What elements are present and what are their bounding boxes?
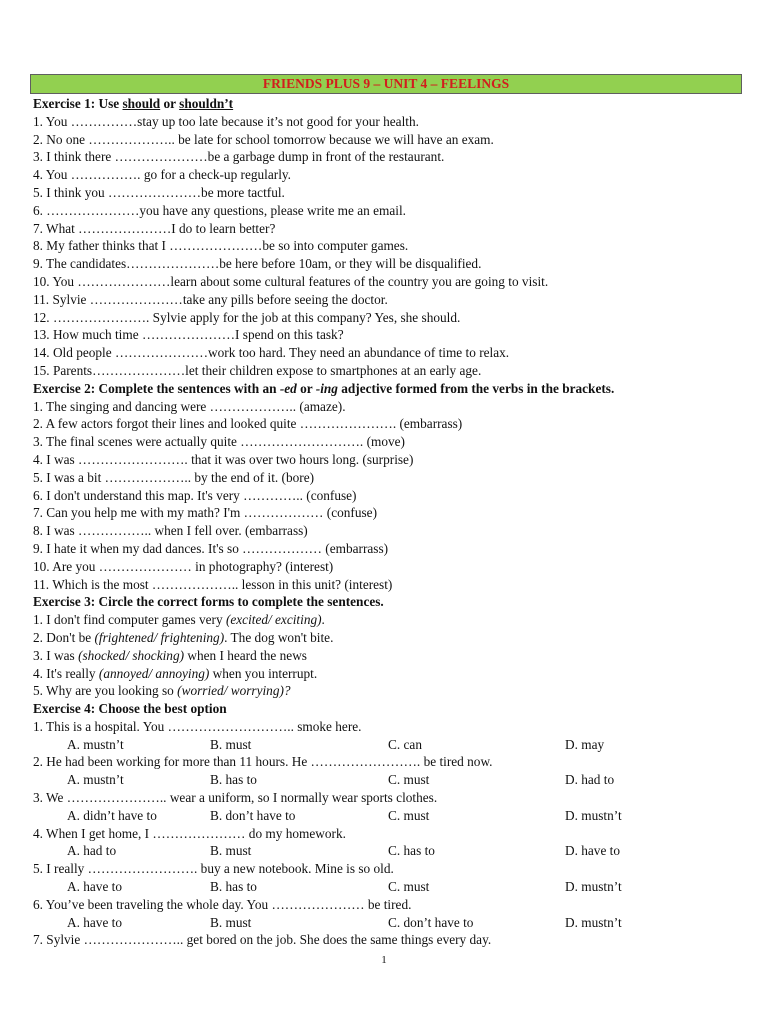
exercise-3-heading: Exercise 3: Circle the correct forms to complete the sentences.: [33, 594, 384, 610]
option-a: A. had to: [67, 843, 117, 859]
option-d: D. mustn’t: [565, 914, 622, 930]
exercise-3-item: [33, 647, 745, 665]
exercise-2-item: 7. Can you help me with my math? I'm ……………… (confuse): [33, 505, 377, 521]
exercise-3-item: [33, 629, 745, 647]
heading-keyword: -ing: [315, 380, 338, 396]
exercise-4-options: [33, 736, 745, 754]
exercise-1-item: 12. …………………. Sylvie apply for the job at this company? Yes, she should.: [33, 309, 461, 325]
exercise-1-item: 13. How much time …………………I spend on this task?: [33, 327, 344, 343]
exercise-4-heading: Exercise 4: Choose the best option: [33, 701, 227, 717]
option-c: C. must: [388, 772, 430, 788]
exercise-2-item: 9. I hate it when my dad dances. It's so ……………… (embarrass): [33, 540, 389, 556]
exercise-1-item: 14. Old people …………………work too hard. They need an abundance of time to relax.: [33, 345, 510, 361]
heading-text: Exercise 1: Use: [33, 96, 123, 111]
answer-choices: (shocked/ shocking): [78, 647, 185, 663]
heading-keyword: shouldn’t: [179, 96, 234, 111]
option-c: C. must: [388, 879, 430, 895]
sentence-text: 3. I was: [33, 647, 79, 663]
exercise-4-question: 3. We ………………….. wear a uniform, so I normally wear sports clothes.: [33, 790, 438, 806]
option-a: A. mustn’t: [67, 772, 124, 788]
exercise-2-item: 1. The singing and dancing were ……………….. (amaze).: [33, 398, 346, 414]
exercise-1-item: 2. No one ……………….. be late for school tomorrow because we will have an exam.: [33, 131, 494, 147]
exercise-2-heading: [33, 380, 745, 398]
exercise-4-question: 1. This is a hospital. You ……………………….. smoke here.: [33, 718, 362, 734]
sentence-text: .: [321, 612, 325, 628]
exercise-2-item: 5. I was a bit ……………….. by the end of it. (bore): [33, 469, 315, 485]
heading-text: Exercise 2: Complete the sentences with an: [33, 380, 280, 396]
exercise-1-item: 7. What …………………I do to learn better?: [33, 220, 276, 236]
exercise-2-item: 10. Are you ………………… in photography? (interest): [33, 558, 334, 574]
option-d: D. have to: [565, 843, 621, 859]
exercise-1-item: 1. You ……………stay up too late because it’s not good for your health.: [33, 113, 419, 129]
exercise-4-options: [33, 914, 745, 932]
option-c: C. must: [388, 807, 430, 823]
option-b: B. has to: [210, 879, 257, 895]
option-a: A. have to: [67, 914, 123, 930]
exercise-1-item: 9. The candidates…………………be here before 10am, or they will be disqualified.: [33, 256, 482, 272]
exercise-4-options: [33, 771, 745, 789]
sentence-text: 4. It's really: [33, 665, 99, 681]
unit-title-banner: FRIENDS PLUS 9 – UNIT 4 – FEELINGS: [30, 74, 742, 94]
exercise-1-item: 3. I think there …………………be a garbage dump in front of the restaurant.: [33, 149, 445, 165]
sentence-text: . The dog won't bite.: [224, 629, 334, 645]
exercise-3-item: [33, 682, 745, 700]
option-b: B. must: [210, 736, 252, 752]
option-a: A. mustn’t: [67, 736, 124, 752]
exercise-4-options: [33, 842, 745, 860]
option-a: A. didn’t have to: [67, 807, 157, 823]
exercise-1-item: 6. …………………you have any questions, please write me an email.: [33, 202, 406, 218]
option-d: D. mustn’t: [565, 807, 622, 823]
sentence-text: 2. Don't be: [33, 629, 95, 645]
exercise-1-item: 4. You ……………. go for a check-up regularly.: [33, 167, 292, 183]
exercise-2-item: 4. I was ……………………. that it was over two hours long. (surprise): [33, 451, 414, 467]
exercise-1-item: 15. Parents…………………let their children expose to smartphones at an early age.: [33, 362, 482, 378]
exercise-4-question: 5. I really ……………………. buy a new notebook. Mine is so old.: [33, 861, 394, 877]
answer-choices: (frightened/ frightening): [94, 629, 225, 645]
option-d: D. had to: [565, 772, 615, 788]
option-b: B. must: [210, 914, 252, 930]
sentence-text: 1. I don't find computer games very: [33, 612, 226, 628]
option-c: C. has to: [388, 843, 435, 859]
sentence-text: when I heard the news: [184, 647, 307, 663]
option-d: D. may: [565, 736, 605, 752]
exercise-1-item: 5. I think you …………………be more tactful.: [33, 184, 285, 200]
heading-keyword: should: [122, 96, 161, 111]
option-d: D. mustn’t: [565, 879, 622, 895]
exercise-2-item: 11. Which is the most ……………….. lesson in this unit? (interest): [33, 576, 393, 592]
option-b: B. has to: [210, 772, 257, 788]
exercise-3-item: [33, 611, 745, 629]
option-c: C. can: [388, 736, 422, 752]
exercise-1-item: 8. My father thinks that I …………………be so into computer games.: [33, 238, 409, 254]
option-c: C. don’t have to: [388, 914, 474, 930]
exercise-1-item: 10. You …………………learn about some cultural features of the country you are going to visit.: [33, 273, 549, 289]
heading-text: or: [296, 380, 316, 396]
exercise-1-heading: [33, 95, 745, 113]
exercise-4-options: [33, 878, 745, 896]
exercise-4-options: [33, 807, 745, 825]
exercise-4-question: 7. Sylvie ………………….. get bored on the job. She does the same things every day.: [33, 932, 492, 948]
exercise-2-item: 8. I was …………….. when I fell over. (embarrass): [33, 523, 308, 539]
option-a: A. have to: [67, 879, 123, 895]
exercise-1-item: 11. Sylvie …………………take any pills before seeing the doctor.: [33, 291, 388, 307]
option-b: B. must: [210, 843, 252, 859]
worksheet-content: [33, 95, 745, 949]
option-b: B. don’t have to: [210, 807, 296, 823]
heading-text: adjective formed from the verbs in the brackets.: [337, 380, 615, 396]
exercise-2-item: 6. I don't understand this map. It's very ………….. (confuse): [33, 487, 357, 503]
exercise-3-item: [33, 665, 745, 683]
exercise-2-item: 2. A few actors forgot their lines and looked quite …………………. (embarrass): [33, 416, 463, 432]
answer-choices: (excited/ exciting): [225, 612, 322, 628]
exercise-2-item: 3. The final scenes were actually quite ………………………. (move): [33, 434, 405, 450]
answer-choices: (annoyed/ annoying): [98, 665, 210, 681]
answer-choices: (worried/ worrying)?: [177, 683, 291, 699]
page-number: 1: [381, 954, 387, 966]
exercise-4-question: 2. He had been working for more than 11 hours. He ……………………. be tired now.: [33, 754, 493, 770]
sentence-text: when you interrupt.: [209, 665, 318, 681]
exercise-4-question: 6. You’ve been traveling the whole day. You ………………… be tired.: [33, 896, 412, 912]
heading-text: or: [160, 96, 180, 111]
heading-keyword: -ed: [279, 380, 297, 396]
exercise-4-question: 4. When I get home, I ………………… do my homework.: [33, 825, 346, 841]
sentence-text: 5. Why are you looking so: [33, 683, 178, 699]
